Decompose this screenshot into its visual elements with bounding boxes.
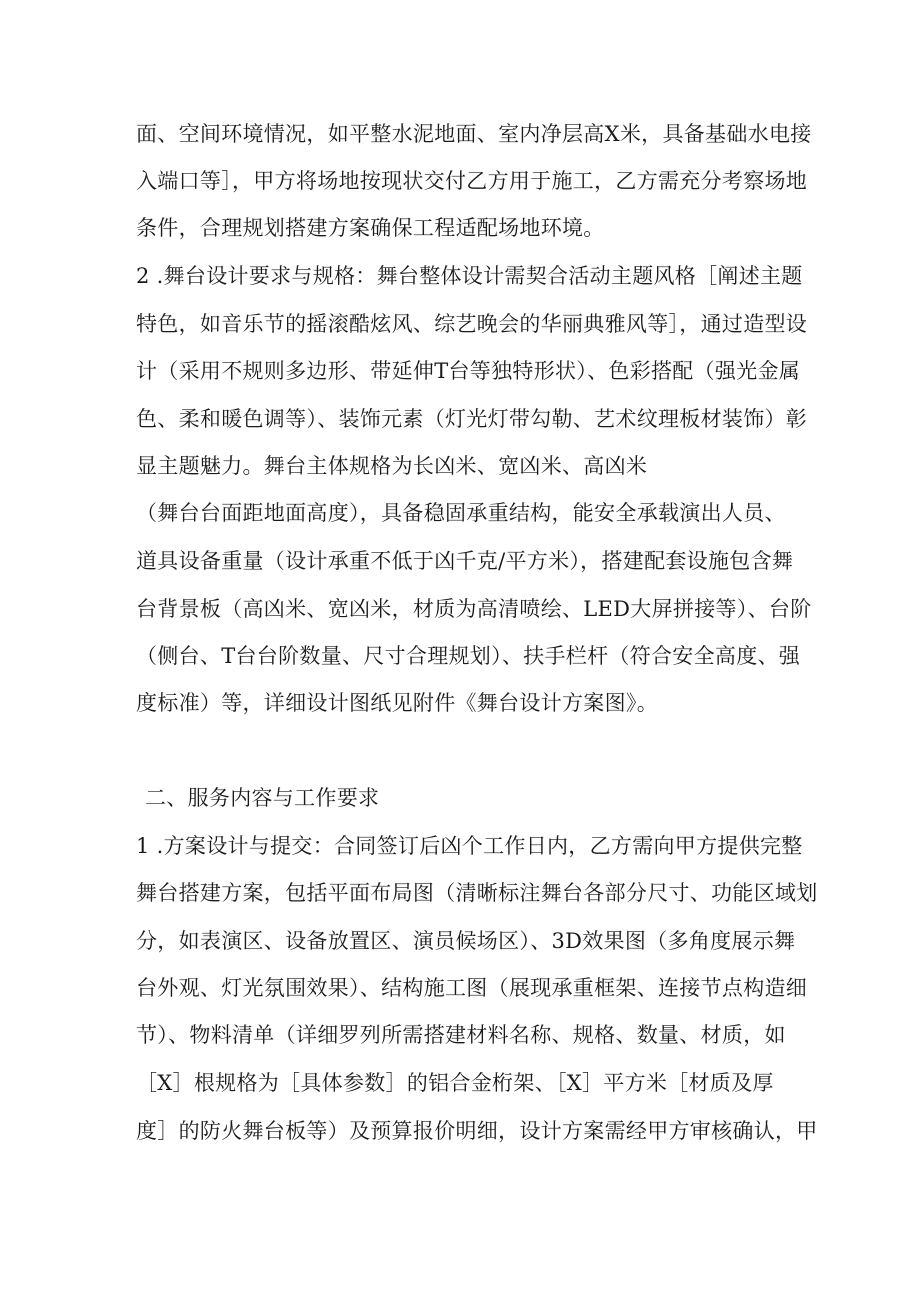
paragraph-line: 显主题魅力。舞台主体规格为长凶米、宽凶米、高凶米 [136, 454, 648, 478]
paragraph-line: 度标准）等，详细设计图纸见附件《舞台设计方案图》。 [136, 691, 658, 715]
section-heading: 二、服务内容与工作要求 [145, 786, 380, 810]
paragraph-line: 面、空间环境情况，如平整水泥地面、室内净层高X米，具备基础水电接 [136, 122, 812, 146]
paragraph-line: 分，如表演区、设备放置区、演员候场区）、3D效果图（多角度展示舞 [136, 929, 796, 953]
paragraph-line: ［X］根规格为［具体参数］的铝合金桁架、［X］平方米［材质及厚 [136, 1071, 774, 1095]
paragraph-line: （侧台、T台台阶数量、尺寸合理规划）、扶手栏杆（符合安全高度、强 [136, 644, 801, 668]
paragraph-line: 台背景板（高凶米、宽凶米，材质为高清喷绘、LED大屏拼接等）、台阶 [136, 597, 812, 621]
paragraph-line: 条件，合理规划搭建方案确保工程适配场地环境。 [136, 216, 605, 240]
paragraph-line: 台外观、灯光氛围效果）、结构施工图（展现承重框架、连接节点构造细 [136, 976, 808, 1000]
paragraph-line: 入端口等］，甲方将场地按现状交付乙方用于施工，乙方需充分考察场地 [136, 169, 808, 193]
paragraph-line: 舞台搭建方案，包括平面布局图（清晰标注舞台各部分尺寸、功能区域划 [136, 881, 818, 905]
paragraph-line: （舞台台面距地面高度），具备稳固承重结构，能安全承载演出人员、 [136, 501, 786, 525]
paragraph-line: 度］的防火舞台板等）及预算报价明细，设计方案需经甲方审核确认，甲 [136, 1119, 818, 1143]
section-item-2-heading: 2 .舞台设计要求与规格：舞台整体设计需契合活动主题风格［阐述主题 [136, 264, 803, 288]
paragraph-line: 道具设备重量（设计承重不低于凶千克/平方米），搭建配套设施包含舞 [136, 549, 794, 573]
paragraph-line: 节）、物料清单（详细罗列所需搭建材料名称、规格、数量、材质，如 [136, 1023, 786, 1047]
paragraph-line: 计（采用不规则多边形、带延伸T台等独特形状）、色彩搭配（强光金属 [136, 359, 801, 383]
section-item-1-heading: 1 .方案设计与提交：合同签订后凶个工作日内，乙方需向甲方提供完整 [136, 834, 803, 858]
paragraph-line: 特色，如音乐节的摇滚酷炫风、综艺晚会的华丽典雅风等］，通过造型设 [136, 312, 808, 336]
paragraph-line: 色、柔和暖色调等）、装饰元素（灯光灯带勾勒、艺术纹理板材装饰）彰 [136, 407, 808, 431]
